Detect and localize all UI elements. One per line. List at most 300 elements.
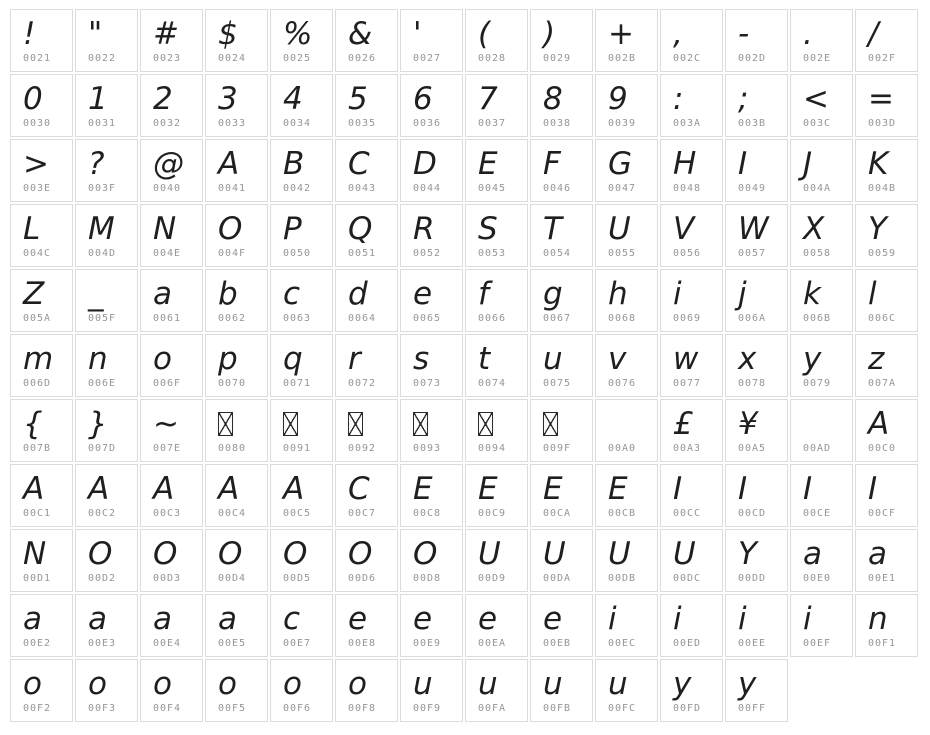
glyph-cell bbox=[790, 399, 853, 462]
codepoint-label: 0040 bbox=[153, 183, 182, 194]
glyph-display: u bbox=[478, 665, 498, 702]
glyph-cell bbox=[140, 334, 203, 397]
glyph-cell bbox=[400, 334, 463, 397]
glyph-display: a bbox=[868, 535, 887, 572]
glyph-cell bbox=[205, 529, 268, 592]
glyph-cell bbox=[530, 464, 593, 527]
glyph-display: D bbox=[413, 145, 437, 182]
glyph-display bbox=[413, 404, 428, 444]
glyph-display: y bbox=[803, 340, 822, 377]
glyph-cell bbox=[270, 9, 333, 72]
glyph-cell bbox=[400, 464, 463, 527]
codepoint-label: 00D6 bbox=[348, 573, 377, 584]
glyph-display: _ bbox=[88, 275, 104, 312]
glyph-cell bbox=[205, 269, 268, 332]
notdef-box-icon bbox=[478, 412, 493, 436]
codepoint-label: 00D1 bbox=[23, 573, 52, 584]
codepoint-label: 00F3 bbox=[88, 703, 117, 714]
codepoint-label: 004A bbox=[803, 183, 832, 194]
glyph-cell bbox=[10, 269, 73, 332]
codepoint-label: 003A bbox=[673, 118, 702, 129]
glyph-cell bbox=[400, 204, 463, 267]
codepoint-label: 0027 bbox=[413, 53, 442, 64]
codepoint-label: 0041 bbox=[218, 183, 247, 194]
codepoint-label: 002D bbox=[738, 53, 767, 64]
codepoint-label: 00C0 bbox=[868, 443, 897, 454]
glyph-display: 9 bbox=[608, 80, 628, 117]
glyph-display: A bbox=[868, 405, 890, 442]
glyph-cell bbox=[75, 269, 138, 332]
codepoint-label: 00E1 bbox=[868, 573, 897, 584]
glyph-display: a bbox=[153, 600, 172, 637]
codepoint-label: 0048 bbox=[673, 183, 702, 194]
glyph-cell bbox=[530, 659, 593, 722]
glyph-cell bbox=[400, 529, 463, 592]
codepoint-label: 003D bbox=[868, 118, 897, 129]
glyph-display: > bbox=[23, 145, 49, 182]
glyph-cell bbox=[465, 399, 528, 462]
codepoint-label: 002B bbox=[608, 53, 637, 64]
glyph-display: C bbox=[348, 145, 370, 182]
codepoint-label: 00CA bbox=[543, 508, 572, 519]
glyph-display: y bbox=[738, 665, 757, 702]
glyph-display: U bbox=[543, 535, 566, 572]
glyph-display: J bbox=[803, 145, 813, 182]
glyph-cell bbox=[595, 594, 658, 657]
glyph-display: G bbox=[608, 145, 633, 182]
glyph-cell bbox=[725, 9, 788, 72]
glyph-display: ~ bbox=[153, 405, 179, 442]
glyph-cell bbox=[465, 464, 528, 527]
codepoint-label: 003E bbox=[23, 183, 52, 194]
glyph-display: u bbox=[543, 340, 563, 377]
glyph-cell bbox=[270, 594, 333, 657]
glyph-display: + bbox=[608, 15, 634, 52]
glyph-cell bbox=[465, 74, 528, 137]
codepoint-label: 00DD bbox=[738, 573, 767, 584]
codepoint-label: 00F1 bbox=[868, 638, 897, 649]
codepoint-label: 0091 bbox=[283, 443, 312, 454]
glyph-cell bbox=[595, 204, 658, 267]
codepoint-label: 006F bbox=[153, 378, 182, 389]
codepoint-label: 00C9 bbox=[478, 508, 507, 519]
glyph-display: } bbox=[88, 405, 108, 442]
glyph-display: u bbox=[608, 665, 628, 702]
glyph-cell bbox=[660, 204, 723, 267]
codepoint-label: 00D4 bbox=[218, 573, 247, 584]
glyph-cell bbox=[595, 334, 658, 397]
codepoint-label: 0038 bbox=[543, 118, 572, 129]
codepoint-label: 0033 bbox=[218, 118, 247, 129]
codepoint-label: 0078 bbox=[738, 378, 767, 389]
glyph-cell bbox=[270, 139, 333, 202]
glyph-cell bbox=[465, 204, 528, 267]
glyph-display: a bbox=[153, 275, 172, 312]
codepoint-label: 0031 bbox=[88, 118, 117, 129]
glyph-cell bbox=[790, 334, 853, 397]
glyph-display: , bbox=[673, 15, 683, 52]
glyph-cell bbox=[10, 204, 73, 267]
codepoint-label: 00D2 bbox=[88, 573, 117, 584]
notdef-box-icon bbox=[218, 412, 233, 436]
glyph-cell bbox=[855, 9, 918, 72]
notdef-box-icon bbox=[348, 412, 363, 436]
glyph-cell bbox=[465, 269, 528, 332]
codepoint-label: 0056 bbox=[673, 248, 702, 259]
glyph-display: - bbox=[738, 15, 750, 52]
glyph-display: 0 bbox=[23, 80, 43, 117]
glyph-display: p bbox=[218, 340, 238, 377]
glyph-cell bbox=[335, 464, 398, 527]
codepoint-label: 00FB bbox=[543, 703, 572, 714]
glyph-cell bbox=[335, 9, 398, 72]
glyph-cell bbox=[335, 269, 398, 332]
codepoint-label: 0030 bbox=[23, 118, 52, 129]
glyph-cell bbox=[10, 529, 73, 592]
glyph-cell bbox=[595, 529, 658, 592]
glyph-display: U bbox=[608, 210, 631, 247]
glyph-display: T bbox=[543, 210, 562, 247]
codepoint-label: 00F9 bbox=[413, 703, 442, 714]
glyph-cell bbox=[855, 334, 918, 397]
notdef-box-icon bbox=[413, 412, 428, 436]
glyph-cell bbox=[75, 659, 138, 722]
codepoint-label: 002E bbox=[803, 53, 832, 64]
glyph-display: q bbox=[283, 340, 303, 377]
glyph-cell bbox=[530, 334, 593, 397]
glyph-display: o bbox=[23, 665, 42, 702]
glyph-cell bbox=[10, 659, 73, 722]
glyph-display: I bbox=[738, 470, 748, 507]
codepoint-label: 007E bbox=[153, 443, 182, 454]
glyph-cell bbox=[270, 659, 333, 722]
glyph-cell bbox=[855, 139, 918, 202]
glyph-cell bbox=[335, 594, 398, 657]
codepoint-label: 00C5 bbox=[283, 508, 312, 519]
glyph-display: O bbox=[348, 535, 373, 572]
codepoint-label: 00D9 bbox=[478, 573, 507, 584]
codepoint-label: 00EB bbox=[543, 638, 572, 649]
glyph-cell bbox=[75, 399, 138, 462]
glyph-cell bbox=[205, 334, 268, 397]
codepoint-label: 0021 bbox=[23, 53, 52, 64]
codepoint-label: 00C4 bbox=[218, 508, 247, 519]
glyph-cell bbox=[790, 139, 853, 202]
glyph-display: e bbox=[348, 600, 368, 637]
glyph-display: E bbox=[413, 470, 433, 507]
codepoint-label: 00FF bbox=[738, 703, 767, 714]
glyph-display: Y bbox=[738, 535, 757, 572]
glyph-display: O bbox=[283, 535, 308, 572]
codepoint-label: 00C2 bbox=[88, 508, 117, 519]
glyph-display: u bbox=[543, 665, 563, 702]
codepoint-label: 0035 bbox=[348, 118, 377, 129]
glyph-cell bbox=[530, 269, 593, 332]
codepoint-label: 00CD bbox=[738, 508, 767, 519]
glyph-display: ? bbox=[88, 145, 105, 182]
glyph-display: $ bbox=[218, 15, 238, 52]
glyph-display bbox=[478, 404, 493, 444]
glyph-cell bbox=[400, 74, 463, 137]
codepoint-label: 0043 bbox=[348, 183, 377, 194]
glyph-cell bbox=[270, 529, 333, 592]
codepoint-label: 00CF bbox=[868, 508, 897, 519]
glyph-cell bbox=[205, 594, 268, 657]
glyph-cell bbox=[530, 529, 593, 592]
glyph-display: . bbox=[803, 15, 813, 52]
glyph-cell bbox=[660, 659, 723, 722]
glyph-display: o bbox=[88, 665, 107, 702]
glyph-cell bbox=[140, 74, 203, 137]
codepoint-label: 00E5 bbox=[218, 638, 247, 649]
glyph-display: O bbox=[218, 535, 243, 572]
glyph-display: M bbox=[88, 210, 115, 247]
glyph-cell bbox=[400, 659, 463, 722]
glyph-cell bbox=[400, 9, 463, 72]
glyph-cell bbox=[205, 9, 268, 72]
codepoint-label: 00E3 bbox=[88, 638, 117, 649]
codepoint-label: 0057 bbox=[738, 248, 767, 259]
glyph-cell bbox=[855, 74, 918, 137]
codepoint-label: 00CB bbox=[608, 508, 637, 519]
codepoint-label: 002F bbox=[868, 53, 897, 64]
codepoint-label: 0080 bbox=[218, 443, 247, 454]
codepoint-label: 00D3 bbox=[153, 573, 182, 584]
codepoint-label: 005A bbox=[23, 313, 52, 324]
codepoint-label: 00C1 bbox=[23, 508, 52, 519]
glyph-cell bbox=[335, 74, 398, 137]
glyph-cell bbox=[465, 659, 528, 722]
glyph-cell bbox=[465, 334, 528, 397]
codepoint-label: 0065 bbox=[413, 313, 442, 324]
codepoint-label: 00D5 bbox=[283, 573, 312, 584]
glyph-cell bbox=[140, 594, 203, 657]
glyph-display: r bbox=[348, 340, 361, 377]
glyph-cell bbox=[140, 204, 203, 267]
glyph-cell bbox=[660, 334, 723, 397]
glyph-cell bbox=[660, 74, 723, 137]
glyph-cell bbox=[595, 9, 658, 72]
glyph-cell bbox=[75, 334, 138, 397]
codepoint-label: 0032 bbox=[153, 118, 182, 129]
glyph-display: ¥ bbox=[738, 405, 758, 442]
codepoint-label: 002C bbox=[673, 53, 702, 64]
glyph-cell bbox=[140, 399, 203, 462]
glyph-cell bbox=[855, 204, 918, 267]
codepoint-label: 0042 bbox=[283, 183, 312, 194]
glyph-display: n bbox=[868, 600, 888, 637]
codepoint-label: 00E8 bbox=[348, 638, 377, 649]
codepoint-label: 0053 bbox=[478, 248, 507, 259]
codepoint-label: 00FC bbox=[608, 703, 637, 714]
glyph-display: c bbox=[283, 275, 301, 312]
glyph-display: R bbox=[413, 210, 435, 247]
glyph-display: E bbox=[608, 470, 628, 507]
glyph-display: I bbox=[738, 145, 748, 182]
codepoint-label: 00E7 bbox=[283, 638, 312, 649]
glyph-display: n bbox=[88, 340, 108, 377]
glyph-cell bbox=[140, 9, 203, 72]
codepoint-label: 004C bbox=[23, 248, 52, 259]
glyph-cell bbox=[400, 594, 463, 657]
codepoint-label: 0049 bbox=[738, 183, 767, 194]
codepoint-label: 003F bbox=[88, 183, 117, 194]
glyph-display: A bbox=[283, 470, 305, 507]
glyph-cell bbox=[725, 659, 788, 722]
codepoint-label: 00F4 bbox=[153, 703, 182, 714]
codepoint-label: 006C bbox=[868, 313, 897, 324]
glyph-display: x bbox=[738, 340, 757, 377]
glyph-cell bbox=[10, 139, 73, 202]
glyph-cell bbox=[75, 529, 138, 592]
codepoint-label: 00C7 bbox=[348, 508, 377, 519]
codepoint-label: 0075 bbox=[543, 378, 572, 389]
glyph-cell bbox=[725, 74, 788, 137]
glyph-cell bbox=[75, 9, 138, 72]
codepoint-label: 0073 bbox=[413, 378, 442, 389]
codepoint-label: 00E4 bbox=[153, 638, 182, 649]
glyph-cell bbox=[270, 269, 333, 332]
codepoint-label: 00F8 bbox=[348, 703, 377, 714]
codepoint-label: 0029 bbox=[543, 53, 572, 64]
glyph-cell bbox=[530, 594, 593, 657]
codepoint-label: 003C bbox=[803, 118, 832, 129]
glyph-display: a bbox=[218, 600, 237, 637]
glyph-cell bbox=[855, 529, 918, 592]
glyph-display: 8 bbox=[543, 80, 563, 117]
codepoint-label: 0058 bbox=[803, 248, 832, 259]
glyph-display: U bbox=[608, 535, 631, 572]
glyph-display bbox=[283, 404, 298, 444]
codepoint-label: 0069 bbox=[673, 313, 702, 324]
glyph-display: " bbox=[88, 15, 103, 52]
glyph-cell bbox=[855, 399, 918, 462]
glyph-display: a bbox=[88, 600, 107, 637]
glyph-cell bbox=[270, 464, 333, 527]
glyph-display: E bbox=[478, 145, 498, 182]
codepoint-label: 00DA bbox=[543, 573, 572, 584]
glyph-display: i bbox=[673, 275, 682, 312]
glyph-display: : bbox=[673, 80, 684, 117]
glyph-cell bbox=[465, 9, 528, 72]
glyph-display: H bbox=[673, 145, 697, 182]
glyph-display: ) bbox=[543, 15, 556, 52]
codepoint-label: 0094 bbox=[478, 443, 507, 454]
glyph-display: Y bbox=[868, 210, 887, 247]
glyph-display: e bbox=[543, 600, 563, 637]
glyph-cell bbox=[530, 399, 593, 462]
glyph-cell bbox=[725, 399, 788, 462]
codepoint-label: 00E2 bbox=[23, 638, 52, 649]
glyph-cell bbox=[725, 464, 788, 527]
glyph-display bbox=[543, 404, 558, 444]
glyph-display: F bbox=[543, 145, 561, 182]
glyph-display: e bbox=[413, 600, 433, 637]
codepoint-label: 006D bbox=[23, 378, 52, 389]
glyph-display: s bbox=[413, 340, 430, 377]
glyph-display: i bbox=[608, 600, 617, 637]
codepoint-label: 006A bbox=[738, 313, 767, 324]
codepoint-label: 0028 bbox=[478, 53, 507, 64]
glyph-display: g bbox=[543, 275, 563, 312]
glyph-display: C bbox=[348, 470, 370, 507]
glyph-display: B bbox=[283, 145, 305, 182]
glyph-cell bbox=[595, 139, 658, 202]
glyph-display: A bbox=[153, 470, 175, 507]
glyph-display: { bbox=[23, 405, 43, 442]
glyph-cell bbox=[270, 74, 333, 137]
glyph-cell bbox=[10, 594, 73, 657]
glyph-cell bbox=[205, 139, 268, 202]
codepoint-label: 0071 bbox=[283, 378, 312, 389]
glyph-display: d bbox=[348, 275, 368, 312]
notdef-box-icon bbox=[283, 412, 298, 436]
glyph-cell bbox=[205, 464, 268, 527]
glyph-display: X bbox=[803, 210, 825, 247]
glyph-display: ; bbox=[738, 80, 749, 117]
glyph-cell bbox=[270, 334, 333, 397]
glyph-cell bbox=[725, 204, 788, 267]
glyph-display: A bbox=[88, 470, 110, 507]
glyph-display: o bbox=[348, 665, 367, 702]
glyph-display: P bbox=[283, 210, 302, 247]
glyph-cell bbox=[205, 659, 268, 722]
glyph-cell bbox=[660, 529, 723, 592]
glyph-display: £ bbox=[673, 405, 693, 442]
glyph-cell bbox=[725, 594, 788, 657]
glyph-cell bbox=[335, 659, 398, 722]
glyph-cell bbox=[75, 594, 138, 657]
glyph-cell bbox=[10, 9, 73, 72]
codepoint-label: 0079 bbox=[803, 378, 832, 389]
glyph-display: b bbox=[218, 275, 238, 312]
glyph-display: O bbox=[413, 535, 438, 572]
glyph-display: i bbox=[803, 600, 812, 637]
codepoint-label: 00F2 bbox=[23, 703, 52, 714]
glyph-display: O bbox=[88, 535, 113, 572]
glyph-display: u bbox=[413, 665, 433, 702]
codepoint-label: 00FD bbox=[673, 703, 702, 714]
glyph-cell bbox=[75, 204, 138, 267]
glyph-cell bbox=[660, 594, 723, 657]
codepoint-label: 0063 bbox=[283, 313, 312, 324]
glyph-cell bbox=[270, 204, 333, 267]
glyph-display: U bbox=[673, 535, 696, 572]
glyph-display: y bbox=[673, 665, 692, 702]
codepoint-label: 0036 bbox=[413, 118, 442, 129]
glyph-display: & bbox=[348, 15, 373, 52]
codepoint-label: 0023 bbox=[153, 53, 182, 64]
glyph-cell bbox=[140, 269, 203, 332]
glyph-cell bbox=[270, 399, 333, 462]
glyph-display: N bbox=[23, 535, 47, 572]
glyph-cell bbox=[790, 269, 853, 332]
codepoint-label: 0050 bbox=[283, 248, 312, 259]
codepoint-label: 004E bbox=[153, 248, 182, 259]
glyph-display: L bbox=[23, 210, 41, 247]
glyph-cell bbox=[530, 204, 593, 267]
codepoint-label: 0044 bbox=[413, 183, 442, 194]
codepoint-label: 0034 bbox=[283, 118, 312, 129]
glyph-display: U bbox=[478, 535, 501, 572]
codepoint-label: 0072 bbox=[348, 378, 377, 389]
codepoint-label: 0064 bbox=[348, 313, 377, 324]
codepoint-label: 0067 bbox=[543, 313, 572, 324]
glyph-cell bbox=[595, 464, 658, 527]
glyph-cell bbox=[75, 464, 138, 527]
glyph-display: z bbox=[868, 340, 885, 377]
glyph-display: j bbox=[738, 275, 747, 312]
